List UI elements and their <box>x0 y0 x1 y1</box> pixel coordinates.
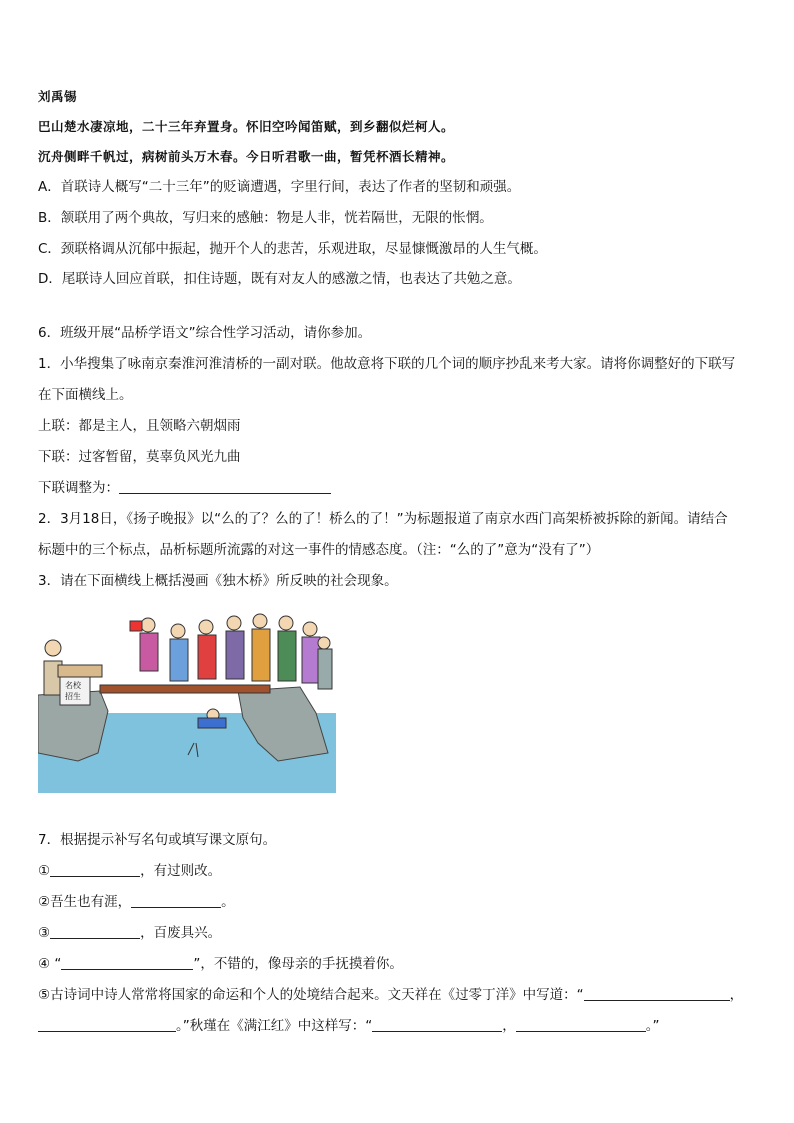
q7-item-2-text: ②吾生也有涯， <box>38 894 132 910</box>
q7-item-4 <box>38 955 403 973</box>
q6-sub2-line2: 标题中的三个标点，品析标题所流露的对这一事件的情感态度。（注：“么的了”意为“没有了”） <box>38 542 600 558</box>
q7-item-2 <box>38 893 235 911</box>
q7-item-5-text: ⑤古诗词中诗人常常将国家的命运和个人的处境结合起来。文天祥在《过零丁洋》中写道：“ <box>38 987 584 1003</box>
q7-blank-5a[interactable] <box>584 986 730 1001</box>
question-6-title: 6．班级开展“品桥学语文”综合性学习活动，请你参加。 <box>38 325 372 341</box>
q7-blank-4[interactable] <box>61 955 193 970</box>
q7-item-2-end: 。 <box>221 894 235 910</box>
q7-item-1-number: ① <box>38 863 51 879</box>
q7-item-5-comma: ， <box>729 987 744 1003</box>
option-d: D．尾联诗人回应首联，扣住诗题，既有对友人的感激之情，也表达了共勉之意。 <box>38 271 521 287</box>
q7-item-5-comma2: ， <box>502 1018 516 1034</box>
poem-line-2: 沉舟侧畔千帆过，病树前头万木春。今日听君歌一曲，暂凭杯酒长精神。 <box>38 149 455 164</box>
option-a: A．首联诗人概写“二十三年”的贬谪遭遇，字里行间，表达了作者的坚韧和顽强。 <box>38 179 521 195</box>
couplet-adjust-label: 下联调整为： <box>38 480 119 496</box>
q7-blank-5d[interactable] <box>516 1017 646 1032</box>
q7-item-5-line1 <box>38 986 743 1004</box>
q6-sub3: 3．请在下面横线上概括漫画《独木桥》所反映的社会现象。 <box>38 573 398 589</box>
single-plank-bridge-cartoon <box>38 603 336 793</box>
q7-blank-1[interactable] <box>50 862 140 877</box>
q7-item-4-text: ”，不错的，像母亲的手抚摸着你。 <box>193 956 403 972</box>
option-b: B．颔联用了两个典故，写归来的感触：物是人非，恍若隔世，无限的怅惘。 <box>38 210 493 226</box>
q7-item-4-number: ④ “ <box>38 956 62 972</box>
q7-blank-2[interactable] <box>131 893 221 908</box>
poem-line-1: 巴山楚水凄凉地，二十三年弃置身。怀旧空吟闻笛赋，到乡翻似烂柯人。 <box>38 119 455 134</box>
question-7-title: 7．根据提示补写名句或填写课文原句。 <box>38 832 277 848</box>
poem-author: 刘禹锡 <box>38 89 78 104</box>
q7-item-3-number: ③ <box>38 925 51 941</box>
q7-item-3 <box>38 924 221 942</box>
q7-blank-5c[interactable] <box>372 1017 502 1032</box>
q7-blank-5b[interactable] <box>38 1017 176 1032</box>
q6-sub2-line1: 2．3月18日，《扬子晚报》以“么的了？么的了！桥么的了！”为标题报道了南京水西门高架桥被拆除的新闻。请结合 <box>38 511 728 527</box>
q7-item-5-line2 <box>38 1017 660 1035</box>
q6-sub1-line1: 1．小华搜集了咏南京秦淮河淮清桥的一副对联。他故意将下联的几个词的顺序抄乱来考大家。请将你调整好的下联写 <box>38 356 736 372</box>
q7-item-5-mid: 。”秋瑾在《满江红》中这样写：“ <box>176 1018 373 1034</box>
couplet-upper: 上联：都是主人，且领略六朝烟雨 <box>38 418 241 434</box>
q7-item-1-text: ，有过则改。 <box>140 863 222 879</box>
couplet-lower: 下联：过客暂留，莫辜负风光九曲 <box>38 449 241 465</box>
q7-item-5-end: 。” <box>645 1018 660 1034</box>
couplet-adjust-row <box>38 479 331 497</box>
q6-sub1-line2: 在下面横线上。 <box>38 387 133 403</box>
option-c: C．颈联格调从沉郁中振起，抛开个人的悲苦，乐观进取，尽显慷慨激昂的人生气概。 <box>38 241 547 257</box>
sign-text-2: 招生 <box>65 692 81 701</box>
sign-text-1: 名校 <box>65 681 81 690</box>
q7-item-1 <box>38 862 221 880</box>
couplet-answer-blank[interactable] <box>119 479 331 494</box>
q7-item-3-text: ，百废具兴。 <box>140 925 222 941</box>
q7-blank-3[interactable] <box>50 924 140 939</box>
